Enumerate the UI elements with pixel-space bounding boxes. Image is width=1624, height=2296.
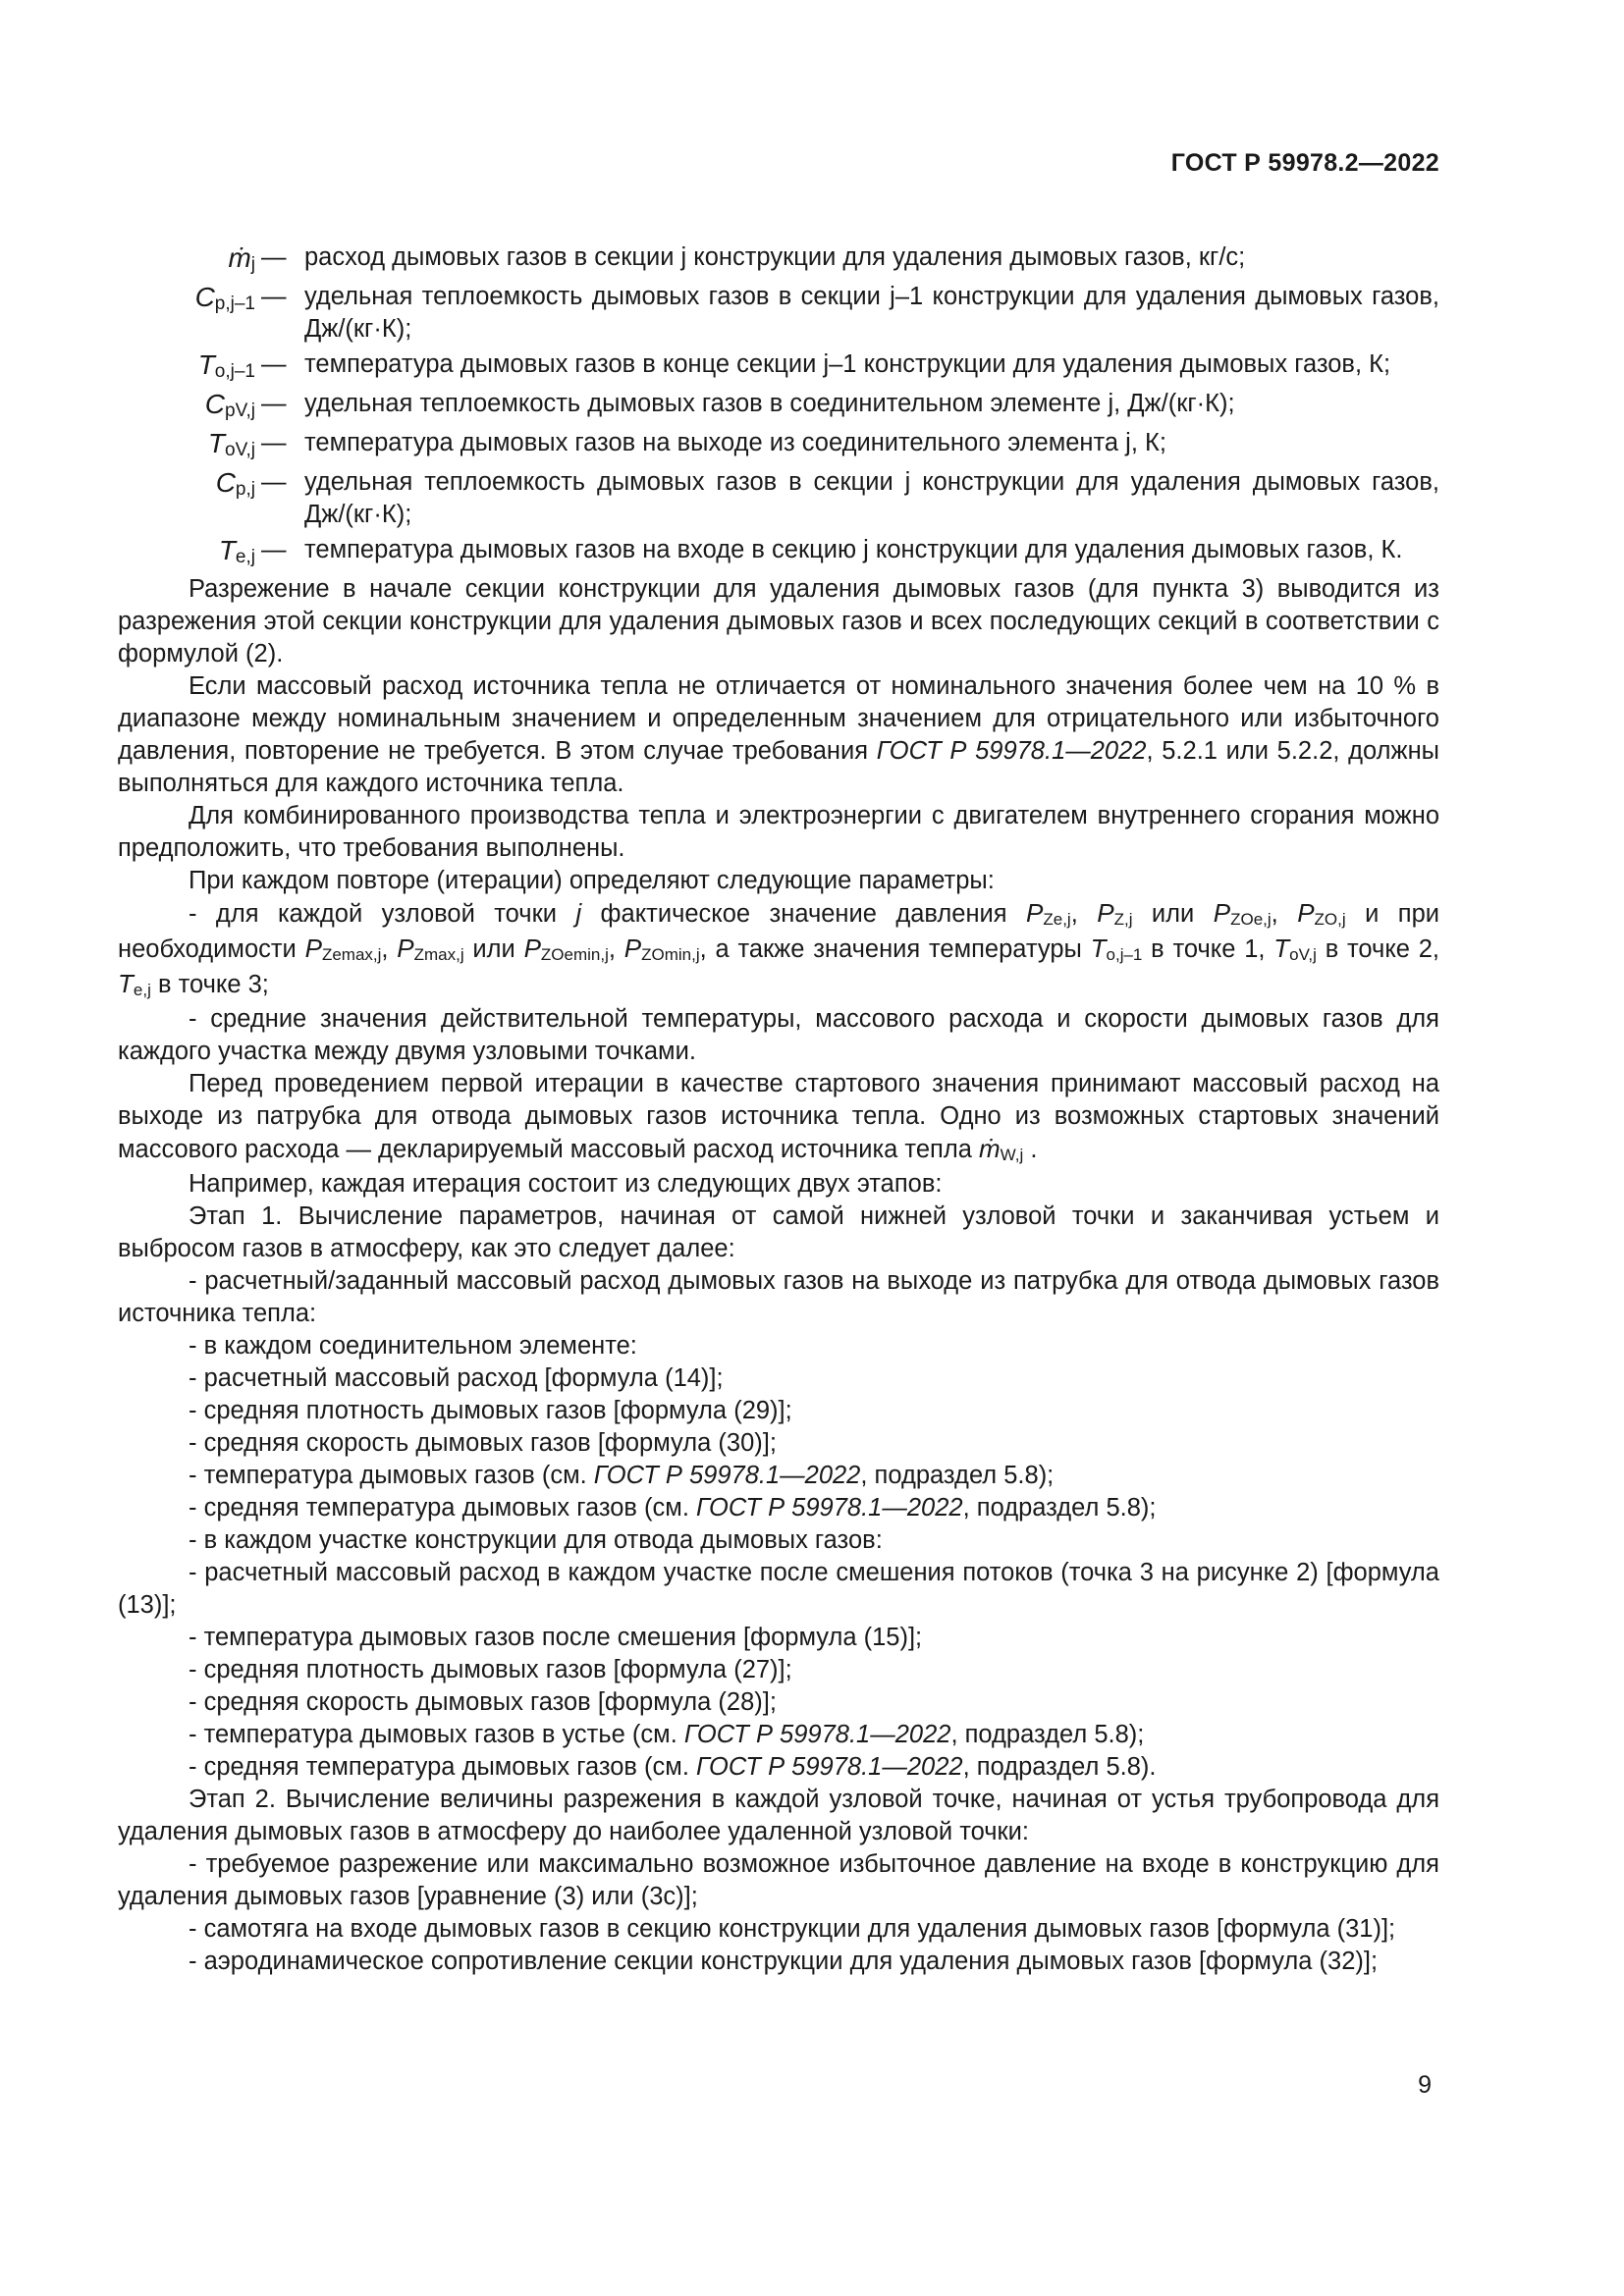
list-item: - расчетный массовый расход в каждом участке после смешения потоков (точка 3 на рисунке 2) [формула (13)]; (118, 1559, 1439, 1619)
math-P-Zemax: $P_{Zemax,j}$ (304, 934, 382, 964)
definition-dash: — (261, 350, 287, 378)
definition-text: расход дымовых газов в секции j конструкции для удаления дымовых газов, кг/с; (304, 243, 1246, 271)
paragraph: Перед проведением первой итерации в качестве стартового значения принимают массовый расход на выходе из патрубка для отвода дымовых газов источника тепла. Одно из возможных стартовых значений массового расхода — декларируемый массовый расход источника тепла ṁ$_{W,j}$ . (118, 1070, 1439, 1164)
list-item: - средняя температура дымовых газов (см. ГОСТ Р 59978.1—2022, подраздел 5.8); (189, 1494, 1157, 1522)
paragraph: Для комбинированного производства тепла и электроэнергии с двигателем внутреннего сгорания можно предположить, что требования выполнены. (118, 802, 1439, 862)
math-P-ZO: $P_{ZO,j}$ (1297, 898, 1346, 929)
list-item: - средняя плотность дымовых газов [формула (29)]; (189, 1397, 792, 1424)
definition-symbol: $T_{o,j-1}$ (197, 349, 255, 382)
list-item: - температура дымовых газов (см. ГОСТ Р 59978.1—2022, подраздел 5.8); (189, 1462, 1055, 1489)
list-item: - в каждом участке конструкции для отвода дымовых газов: (189, 1526, 883, 1554)
definition-dash: — (261, 536, 287, 563)
definition-symbol: $C_{p,j}$ (215, 467, 255, 500)
definition-text: удельная теплоемкость дымовых газов в соединительном элементе j, Дж/(кг·К); (304, 390, 1235, 417)
definition-symbol: $C_{p,j-1}$ (194, 282, 255, 314)
definition-item (118, 241, 1439, 278)
page-number: 9 (1418, 2071, 1432, 2099)
paragraph: Например, каждая итерация состоит из следующих двух этапов: (189, 1170, 943, 1198)
standard-reference: ГОСТ Р 59978.1—2022 (876, 737, 1147, 765)
math-P-Z: $P_{Z,j}$ (1097, 898, 1133, 929)
definition-dash: — (261, 468, 287, 496)
paragraph: - средние значения действительной температуры, массового расхода и скорости дымовых газов для каждого участка между двумя узловыми точками. (118, 1005, 1439, 1065)
definition-dash: — (261, 283, 287, 310)
definition-dash: — (261, 243, 287, 271)
standard-reference: ГОСТ Р 59978.1—2022 (696, 1494, 963, 1522)
math-P-Zmax: $P_{Zmax,j}$ (397, 934, 464, 964)
paragraph-parameters: - для каждой узловой точки j фактическое значение давления $P_{Ze,j}$, $P_{Z,j}$ или $P_{ZOe,j}$, $P_{ZO,j}$ и при необходимости $P_{Zemax,j}$, $P_{Zmax,j}$ или $P_{ZOemin,j}$, $P_{ZOmin,j}$, а также значения температуры $T_{o,j-1}$ в точке 1, $T_{oV,j}$ в точке 2, $T_{e,j}$ в точке 3; (118, 898, 1440, 999)
definition-text: удельная теплоемкость дымовых газов в секции j конструкции для удаления дымовых газов, Дж/(кг·К); (304, 468, 1439, 528)
definition-dash: — (261, 429, 287, 456)
math-m-W: ṁ$_{W,j}$ (978, 1134, 1024, 1164)
document-code-header: ГОСТ Р 59978.2—2022 (1170, 149, 1439, 177)
list-item: - самотяга на входе дымовых газов в секцию конструкции для удаления дымовых газов [формула (31)]; (189, 1915, 1396, 1943)
list-item: - требуемое разрежение или максимально возможное избыточное давление на входе в конструкцию для удаления дымовых газов [уравнение (3) или (3с)]; (118, 1850, 1439, 1910)
symbol-definitions-list (118, 241, 1439, 570)
definition-dash: — (261, 390, 287, 417)
definition-item (118, 281, 1439, 346)
math-T-o: $T_{o,j-1}$ (1090, 934, 1143, 964)
paragraph: Разрежение в начале секции конструкции для удаления дымовых газов (для пункта 3) выводится из разрежения этой секции конструкции для удаления дымовых газов и всех последующих секций в соответствии с формулой (2). (118, 575, 1439, 667)
definition-item (118, 388, 1439, 424)
math-T-e: $T_{e,j}$ (118, 969, 151, 999)
standard-reference: ГОСТ Р 59978.1—2022 (696, 1753, 963, 1781)
list-item: - средняя скорость дымовых газов [формула (30)]; (189, 1429, 777, 1457)
standard-reference: ГОСТ Р 59978.1—2022 (593, 1462, 861, 1489)
list-item: - аэродинамическое сопротивление секции конструкции для удаления дымовых газов [формула (32)]; (189, 1948, 1379, 1975)
definition-symbol: $T_{e,j}$ (218, 535, 255, 567)
definition-symbol: $T_{oV,j}$ (207, 428, 255, 460)
standard-reference: ГОСТ Р 59978.1—2022 (683, 1721, 951, 1748)
definition-text: температура дымовых газов на выходе из соединительного элемента j, К; (304, 429, 1166, 456)
paragraph: При каждом повторе (итерации) определяют следующие параметры: (189, 867, 995, 894)
definition-item (118, 348, 1439, 385)
definition-text: температура дымовых газов на входе в секцию j конструкции для удаления дымовых газов, К. (304, 536, 1403, 563)
list-item: - в каждом соединительном элементе: (189, 1332, 637, 1360)
list-item: - температура дымовых газов после смешения [формула (15)]; (189, 1624, 923, 1651)
page-content (118, 241, 1439, 1978)
math-T-oV: $T_{oV,j}$ (1273, 934, 1317, 964)
paragraph-stage-2: Этап 2. Вычисление величины разрежения в каждой узловой точке, начиная от устья трубопровода для удаления дымовых газов в атмосферу до наиболее удаленной узловой точки: (118, 1786, 1439, 1845)
list-item: - расчетный массовый расход [формула (14)]; (189, 1364, 724, 1392)
list-item: - средняя скорость дымовых газов [формула (28)]; (189, 1688, 777, 1716)
list-item: - расчетный/заданный массовый расход дымовых газов на выходе из патрубка для отвода дымовых газов источника тепла: (118, 1267, 1439, 1327)
list-item: - средняя плотность дымовых газов [формула (27)]; (189, 1656, 792, 1683)
definition-item (118, 427, 1439, 463)
list-item: - температура дымовых газов в устье (см. ГОСТ Р 59978.1—2022, подраздел 5.8); (189, 1721, 1145, 1748)
paragraph-stage-1: Этап 1. Вычисление параметров, начиная от самой нижней узловой точки и заканчивая устьем и выбросом газов в атмосферу, как это следует далее: (118, 1202, 1439, 1262)
definition-symbol: $C_{pV,j}$ (204, 389, 255, 421)
math-P-ZOmin: $P_{ZOmin,j}$ (623, 934, 700, 964)
list-item: - средняя температура дымовых газов (см. ГОСТ Р 59978.1—2022, подраздел 5.8). (189, 1753, 1157, 1781)
definition-text: температура дымовых газов в конце секции j–1 конструкции для удаления дымовых газов, К; (304, 350, 1391, 378)
definition-symbol: ṁ$_j$ (228, 242, 255, 275)
paragraph: Если массовый расход источника тепла не отличается от номинального значения более чем на 10 % в диапазоне между номинальным значением и определенным значением для отрицательного или избыточного давления, повторение не требуется. В этом случае требования ГОСТ Р 59978.1—2022, 5.2.1 или 5.2.2, должны выполняться для каждого источника тепла. (118, 672, 1439, 797)
definition-item (118, 466, 1439, 531)
definition-item (118, 534, 1439, 570)
math-P-Ze: $P_{Ze,j}$ (1026, 898, 1071, 929)
definition-text: удельная теплоемкость дымовых газов в секции j–1 конструкции для удаления дымовых газов, Дж/(кг·К); (304, 283, 1439, 343)
math-P-ZOe: $P_{ZOe,j}$ (1213, 898, 1272, 929)
math-P-ZOemin: $P_{ZOemin,j}$ (523, 934, 609, 964)
